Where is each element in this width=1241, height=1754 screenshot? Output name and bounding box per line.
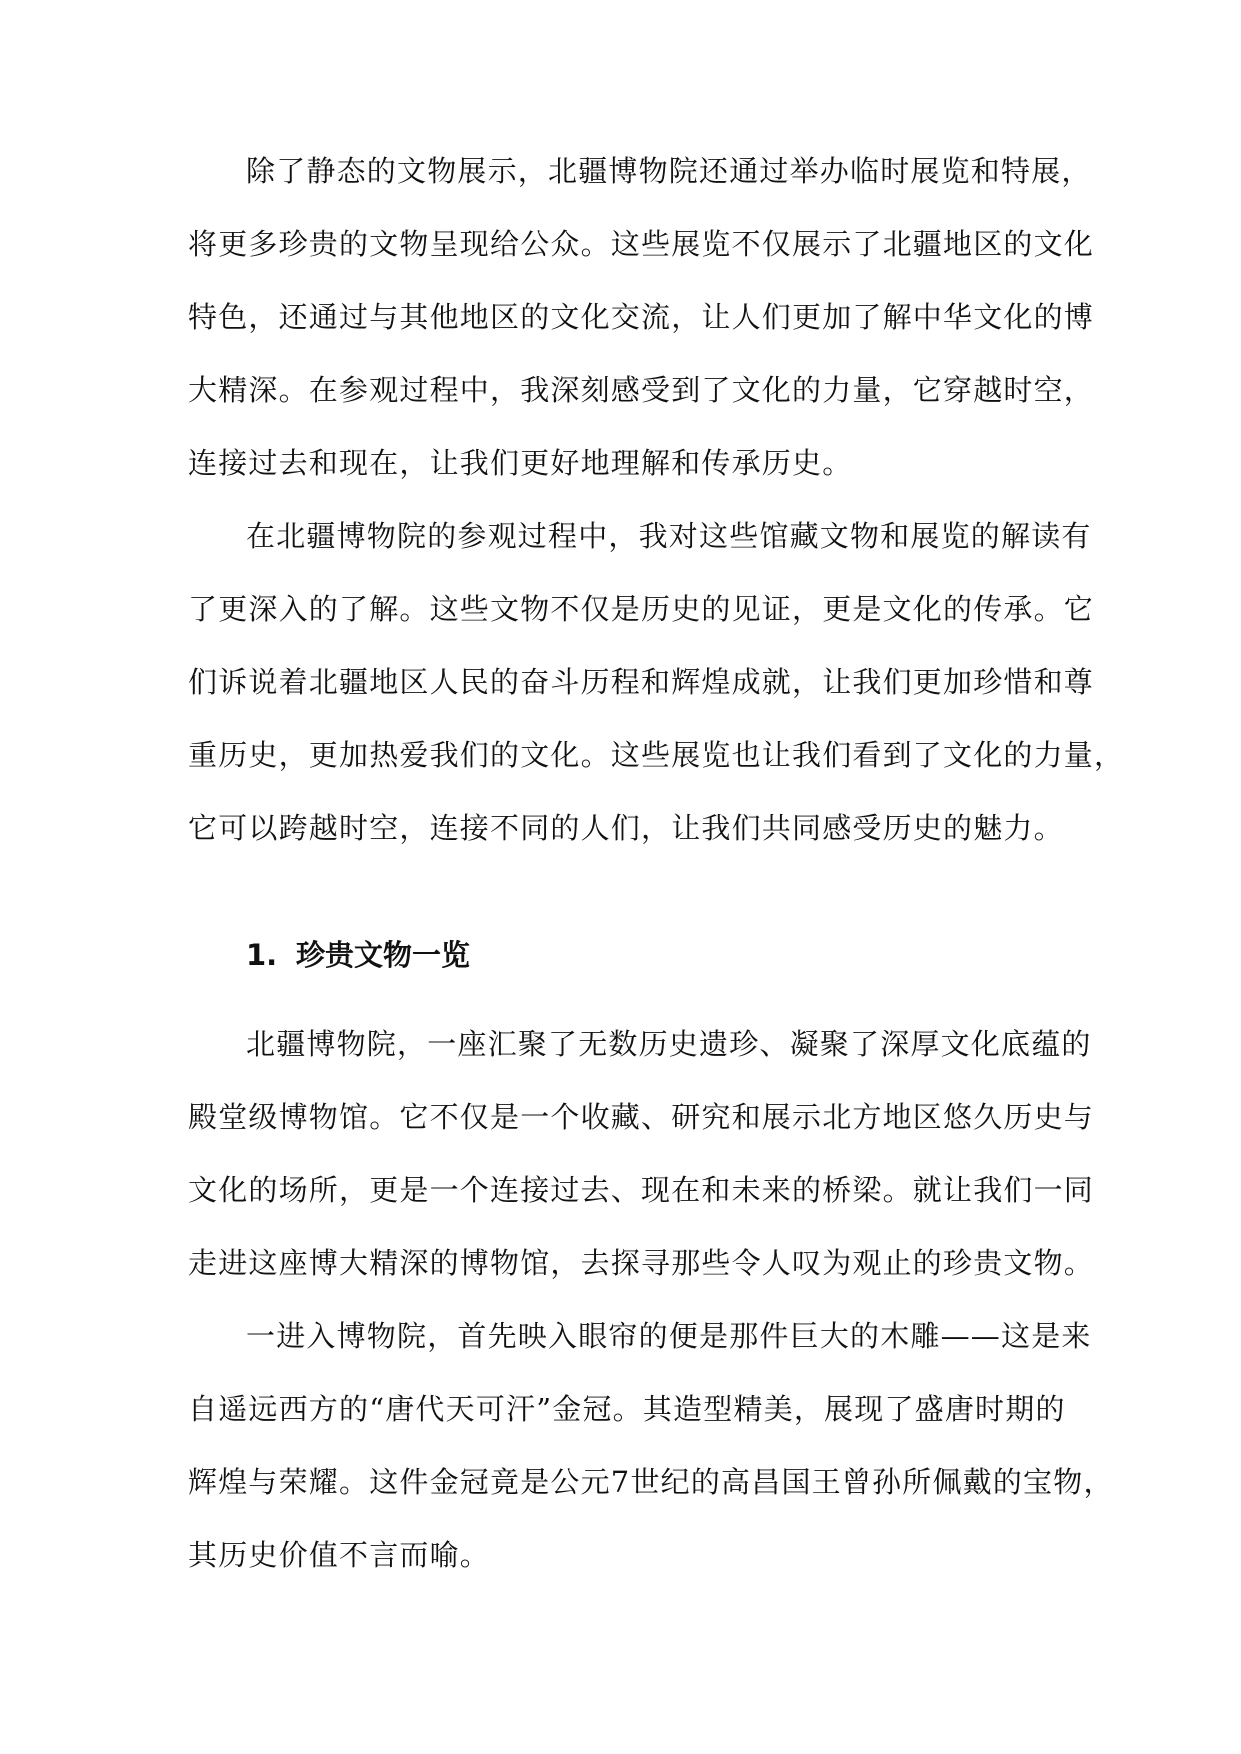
section-paragraph-1-line-2: 殿堂级博物馆。它不仅是一个收藏、研究和展示北方地区悠久历史与 — [188, 1100, 1095, 1134]
paragraph-1-line-4: 大精深。在参观过程中，我深刻感受到了文化的力量，它穿越时空， — [188, 373, 1095, 407]
paragraph-1-line-5: 连接过去和现在，让我们更好地理解和传承历史。 — [188, 446, 853, 480]
paragraph-2-line-4: 重历史，更加热爱我们的文化。这些展览也让我们看到了文化的力量， — [188, 738, 1125, 772]
section-paragraph-2-line-4: 其历史价值不言而喻。 — [188, 1538, 491, 1572]
paragraph-1-line-1: 除了静态的文物展示，北疆博物院还通过举办临时展览和特展， — [246, 154, 1092, 188]
paragraph-2-line-3: 们诉说着北疆地区人民的奋斗历程和辉煌成就，让我们更加珍惜和尊 — [188, 665, 1095, 699]
section-paragraph-1-line-4: 走进这座博大精深的博物馆，去探寻那些令人叹为观止的珍贵文物。 — [188, 1246, 1095, 1280]
paragraph-2-line-1: 在北疆博物院的参观过程中，我对这些馆藏文物和展览的解读有 — [246, 519, 1092, 553]
paragraph-2-line-2: 了更深入的了解。这些文物不仅是历史的见证，更是文化的传承。它 — [188, 592, 1095, 626]
section-paragraph-2-line-1: 一进入博物院，首先映入眼帘的便是那件巨大的木雕——这是来 — [246, 1319, 1092, 1353]
paragraph-1-line-2: 将更多珍贵的文物呈现给公众。这些展览不仅展示了北疆地区的文化 — [188, 227, 1095, 261]
paragraph-1-line-3: 特色，还通过与其他地区的文化交流，让人们更加了解中华文化的博 — [188, 300, 1095, 334]
section-heading — [246, 935, 470, 975]
section-paragraph-1-line-3: 文化的场所，更是一个连接过去、现在和未来的桥梁。就让我们一同 — [188, 1173, 1095, 1207]
section-title: 珍贵文物一览 — [296, 938, 471, 972]
section-paragraph-2-line-3: 辉煌与荣耀。这件金冠竟是公元7世纪的高昌国王曾孙所佩戴的宝物， — [188, 1465, 1114, 1499]
section-paragraph-1-line-1: 北疆博物院，一座汇聚了无数历史遗珍、凝聚了深厚文化底蕴的 — [246, 1027, 1092, 1061]
paragraph-2-line-5: 它可以跨越时空，连接不同的人们，让我们共同感受历史的魅力。 — [188, 811, 1064, 845]
section-number: 1. — [246, 938, 278, 972]
section-paragraph-2-line-2: 自遥远西方的“唐代天可汗”金冠。其造型精美，展现了盛唐时期的 — [188, 1392, 1066, 1426]
